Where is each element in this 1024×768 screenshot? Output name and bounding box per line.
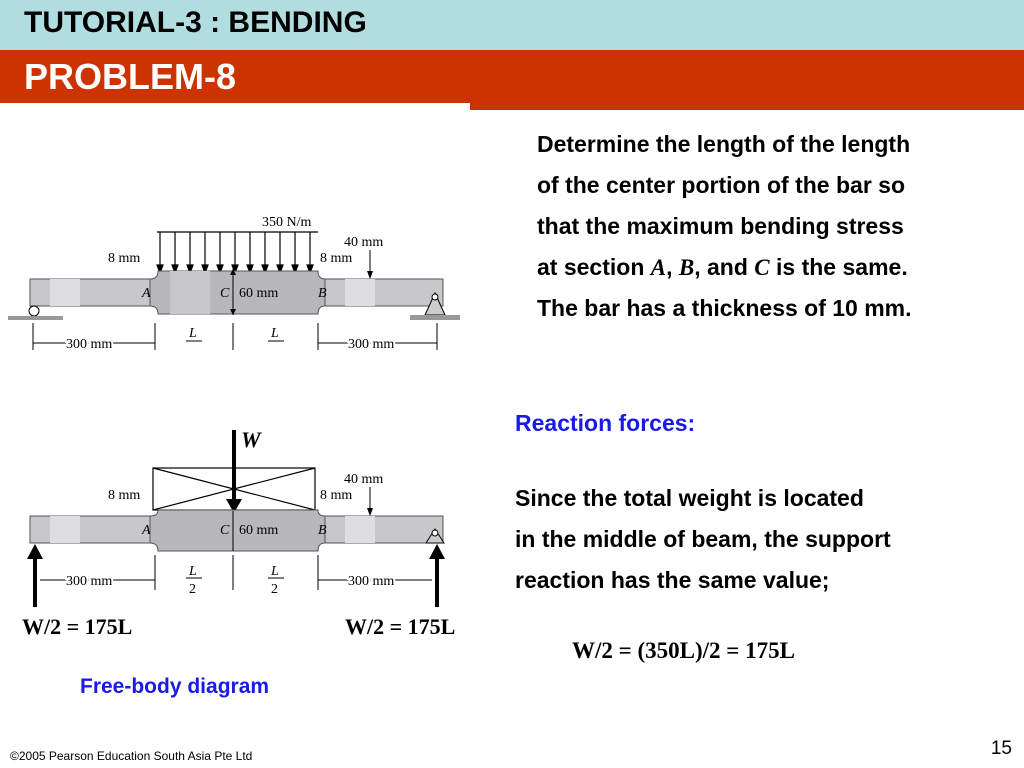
fbd-caption: Free-body diagram bbox=[80, 675, 270, 698]
statement-line-5: The bar has a thickness of 10 mm. bbox=[537, 295, 912, 321]
section-b: B bbox=[318, 523, 327, 538]
thickness-label: 40 mm bbox=[344, 472, 384, 487]
statement-comma: , bbox=[666, 254, 679, 280]
reaction-forces-heading: Reaction forces: bbox=[515, 410, 696, 436]
page-number: 15 bbox=[990, 738, 1012, 759]
right-length-label: 300 mm bbox=[348, 574, 395, 589]
height-label: 60 mm bbox=[239, 523, 279, 538]
weight-arrow bbox=[226, 430, 242, 513]
load-label: 350 N/m bbox=[262, 215, 312, 230]
section-a: A bbox=[142, 523, 151, 538]
reaction-left-label: W/2 = 175L bbox=[22, 614, 133, 639]
right-length-label: 300 mm bbox=[348, 337, 395, 350]
statement-line-2: of the center portion of the bar so bbox=[537, 172, 906, 198]
reaction-right-label: W/2 = 175L bbox=[345, 614, 456, 639]
section-b-label: B bbox=[678, 255, 695, 280]
bar-body bbox=[30, 510, 443, 551]
section-b: B bbox=[318, 286, 327, 301]
left-length-label: 300 mm bbox=[66, 574, 113, 589]
header-divider bbox=[0, 103, 470, 113]
height-label: 60 mm bbox=[239, 286, 279, 301]
solution-line-1: Since the total weight is located bbox=[515, 485, 864, 511]
roller-support bbox=[8, 306, 63, 320]
problem-title: PROBLEM-8 bbox=[24, 56, 237, 97]
fillet-left-label: 8 mm bbox=[108, 251, 141, 266]
thickness-label: 40 mm bbox=[344, 235, 384, 250]
section-a: A bbox=[142, 286, 151, 301]
bar-body bbox=[30, 271, 443, 314]
statement-at-section: at section bbox=[537, 254, 651, 280]
fillet-right-label: 8 mm bbox=[320, 251, 353, 266]
fillet-right-label: 8 mm bbox=[320, 488, 353, 503]
beam-diagram bbox=[0, 205, 480, 350]
solution-line-3: reaction has the same value; bbox=[515, 567, 830, 593]
section-a-label: A bbox=[650, 255, 667, 280]
half-length-left: L bbox=[189, 564, 197, 579]
section-c: C bbox=[220, 523, 230, 538]
solution-line-2: in the middle of beam, the support bbox=[515, 526, 891, 552]
reaction-arrow-left bbox=[27, 544, 43, 607]
problem-statement bbox=[537, 124, 1017, 329]
copyright: ©2005 Pearson Education South Asia Pte Ltd bbox=[10, 749, 253, 763]
fillet-left-label: 8 mm bbox=[108, 488, 141, 503]
statement-line-3: that the maximum bending stress bbox=[537, 213, 904, 239]
reaction-arrow-right bbox=[429, 544, 445, 607]
statement-line-4 bbox=[537, 247, 1017, 288]
weight-label: W bbox=[241, 427, 261, 452]
half-length-left: L bbox=[189, 326, 197, 341]
statement-and: , and bbox=[694, 254, 755, 280]
section-c: C bbox=[220, 286, 230, 301]
solution-explanation bbox=[515, 478, 1015, 601]
left-length-label: 300 mm bbox=[66, 337, 113, 350]
statement-line-1: Determine the length of the length bbox=[537, 131, 911, 157]
half-denominator-left: 2 bbox=[189, 582, 196, 597]
distributed-load-arrows bbox=[157, 232, 313, 273]
section-c-label: C bbox=[754, 255, 770, 280]
free-body-diagram bbox=[0, 425, 480, 640]
half-denominator-right: 2 bbox=[271, 582, 278, 597]
statement-same: is the same. bbox=[769, 254, 908, 280]
slide-title: TUTORIAL-3 : BENDING bbox=[24, 6, 367, 39]
reaction-equation: W/2 = (350L)/2 = 175L bbox=[572, 638, 795, 663]
half-length-right: L bbox=[271, 564, 279, 579]
half-length-right: L bbox=[271, 326, 279, 341]
